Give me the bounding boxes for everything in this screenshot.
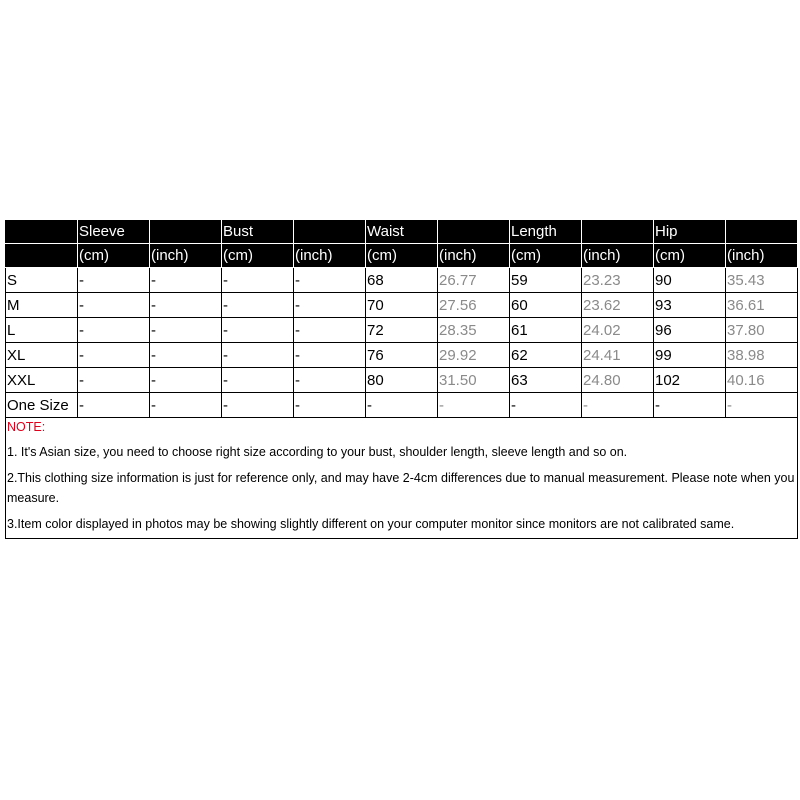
size-label-cell: XL	[6, 343, 78, 368]
table-cell: -	[78, 343, 150, 368]
table-cell: 40.16	[726, 368, 798, 393]
table-cell: -	[366, 393, 438, 418]
table-cell: 23.62	[582, 293, 654, 318]
header-cell	[294, 220, 366, 244]
table-cell: 27.56	[438, 293, 510, 318]
header-cell	[582, 220, 654, 244]
table-cell: -	[294, 293, 366, 318]
table-cell: -	[150, 393, 222, 418]
table-cell: 61	[510, 318, 582, 343]
header-cell: (inch)	[438, 244, 510, 268]
table-cell: 72	[366, 318, 438, 343]
header-cell: (inch)	[294, 244, 366, 268]
table-cell: 99	[654, 343, 726, 368]
table-cell: 37.80	[726, 318, 798, 343]
table-cell: -	[582, 393, 654, 418]
table-cell: 24.41	[582, 343, 654, 368]
table-cell: 36.61	[726, 293, 798, 318]
table-cell: -	[654, 393, 726, 418]
table-cell: -	[78, 268, 150, 293]
header-cell: (cm)	[78, 244, 150, 268]
header-cell	[726, 220, 798, 244]
header-cell: Sleeve	[78, 220, 150, 244]
note-1: 1. It's Asian size, you need to choose right size according to your bust, shoulder length, sleeve length and so on.	[7, 445, 628, 459]
header-row	[6, 220, 798, 244]
table-cell: 80	[366, 368, 438, 393]
size-chart	[5, 219, 797, 539]
table-cell: -	[294, 393, 366, 418]
size-label-cell: S	[6, 268, 78, 293]
header-cell: (inch)	[150, 244, 222, 268]
table-cell: -	[222, 393, 294, 418]
size-label-cell: XXL	[6, 368, 78, 393]
table-cell: -	[222, 293, 294, 318]
header-cell	[6, 220, 78, 244]
table-cell: -	[510, 393, 582, 418]
table-cell: -	[150, 343, 222, 368]
notes-section	[5, 418, 798, 539]
table-row	[6, 368, 798, 393]
table-cell: -	[294, 318, 366, 343]
header-cell	[438, 220, 510, 244]
table-cell: 59	[510, 268, 582, 293]
table-cell: -	[294, 268, 366, 293]
table-row	[6, 393, 798, 418]
table-cell: 24.02	[582, 318, 654, 343]
table-cell: 60	[510, 293, 582, 318]
header-cell: (inch)	[582, 244, 654, 268]
header-cell: (cm)	[366, 244, 438, 268]
table-cell: -	[78, 393, 150, 418]
table-cell: 24.80	[582, 368, 654, 393]
table-cell: 26.77	[438, 268, 510, 293]
table-cell: -	[294, 343, 366, 368]
note-3: 3.Item color displayed in photos may be showing slightly different on your computer monitor since monitors are not calibrated same.	[7, 517, 735, 531]
table-cell: -	[222, 343, 294, 368]
header-cell: (cm)	[654, 244, 726, 268]
note-title: NOTE:	[7, 420, 46, 434]
header-cell: Bust	[222, 220, 294, 244]
header-cell	[6, 244, 78, 268]
table-cell: 29.92	[438, 343, 510, 368]
table-cell: -	[78, 293, 150, 318]
table-cell: 31.50	[438, 368, 510, 393]
table-row	[6, 293, 798, 318]
table-cell: 28.35	[438, 318, 510, 343]
header-cell	[150, 220, 222, 244]
table-cell: 38.98	[726, 343, 798, 368]
table-cell: -	[222, 368, 294, 393]
header-cell: Waist	[366, 220, 438, 244]
table-row	[6, 268, 798, 293]
table-cell: -	[150, 368, 222, 393]
table-cell: 102	[654, 368, 726, 393]
table-cell: 62	[510, 343, 582, 368]
table-cell: 93	[654, 293, 726, 318]
note-2: 2.This clothing size information is just for reference only, and may have 2-4cm differences due to manual measurement. Please note when you measure.	[7, 471, 795, 505]
header-row	[6, 244, 798, 268]
table-cell: 68	[366, 268, 438, 293]
table-cell: -	[150, 293, 222, 318]
header-cell: (inch)	[726, 244, 798, 268]
table-cell: -	[78, 368, 150, 393]
table-cell: -	[222, 268, 294, 293]
table-cell: 70	[366, 293, 438, 318]
table-cell: 76	[366, 343, 438, 368]
header-cell: Hip	[654, 220, 726, 244]
size-table	[5, 219, 798, 418]
table-cell: 90	[654, 268, 726, 293]
size-label-cell: One Size	[6, 393, 78, 418]
table-row	[6, 318, 798, 343]
table-cell: -	[78, 318, 150, 343]
table-cell: 35.43	[726, 268, 798, 293]
table-cell: -	[726, 393, 798, 418]
size-label-cell: L	[6, 318, 78, 343]
table-cell: 96	[654, 318, 726, 343]
table-cell: 63	[510, 368, 582, 393]
header-cell: Length	[510, 220, 582, 244]
table-cell: 23.23	[582, 268, 654, 293]
table-cell: -	[150, 318, 222, 343]
table-cell: -	[438, 393, 510, 418]
table-cell: -	[150, 268, 222, 293]
table-row	[6, 343, 798, 368]
size-label-cell: M	[6, 293, 78, 318]
header-cell: (cm)	[222, 244, 294, 268]
table-cell: -	[222, 318, 294, 343]
table-cell: -	[294, 368, 366, 393]
header-cell: (cm)	[510, 244, 582, 268]
